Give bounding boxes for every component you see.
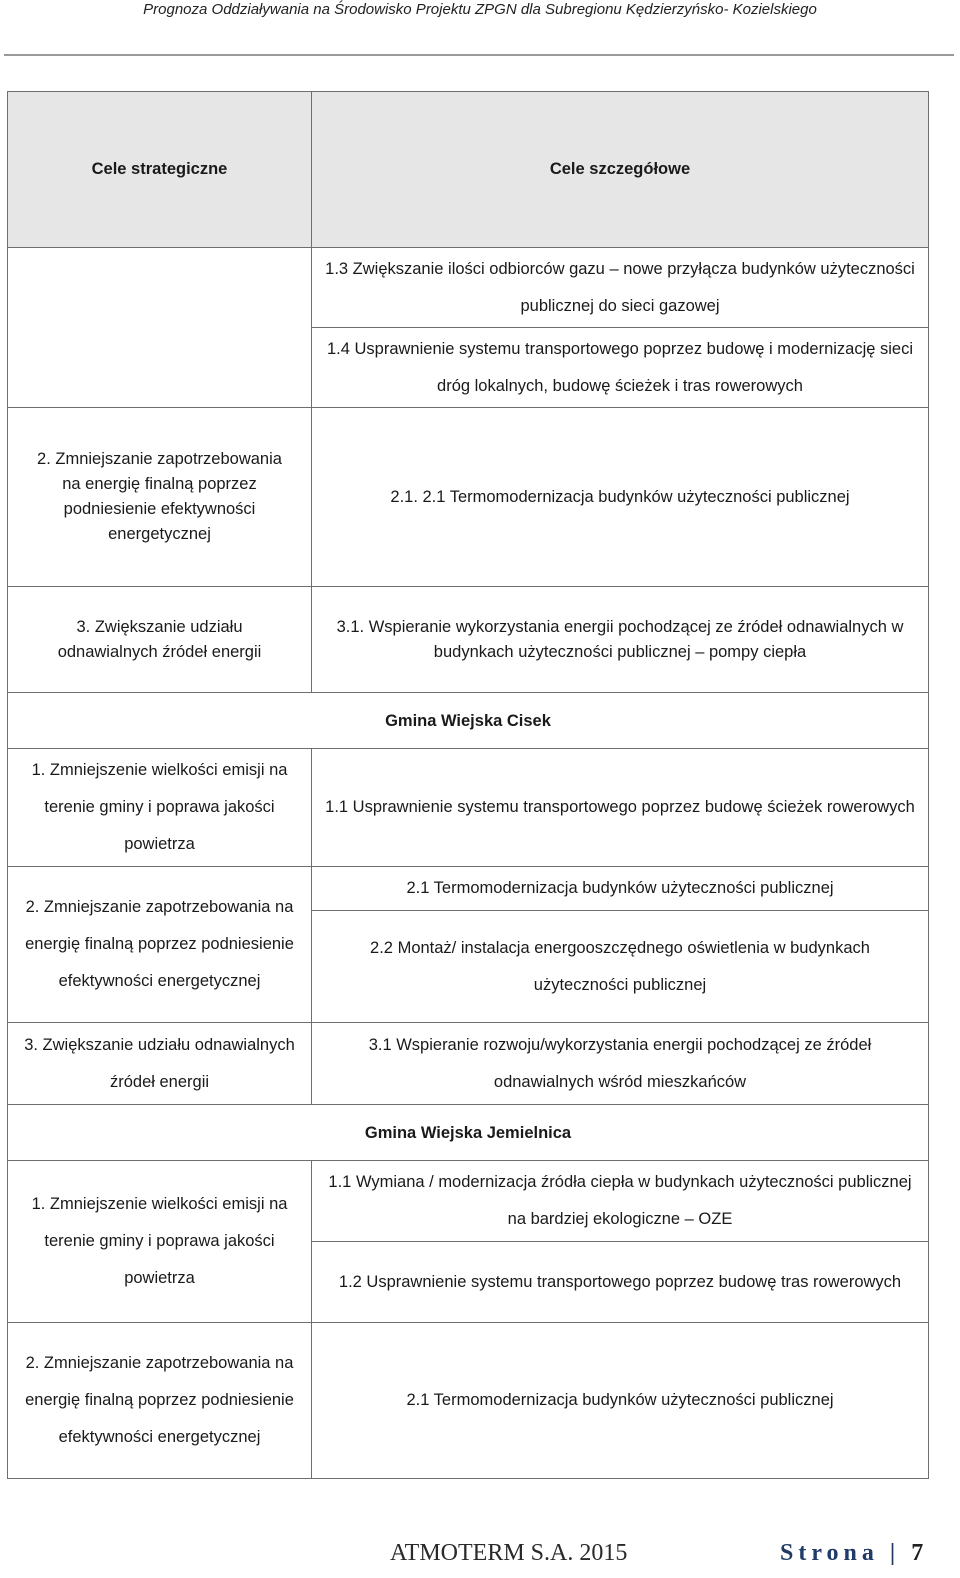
section-title-jemielnica: Gmina Wiejska Jemielnica	[8, 1105, 929, 1161]
detailed-goal-1-3: 1.3 Zwiększanie ilości odbiorców gazu – nowe przyłącza budynków użyteczności publicznej do sieci gazowej	[312, 248, 929, 328]
cisek-strategic-goal-3: 3. Zwiększanie udziału odnawialnych źródeł energii	[8, 1023, 312, 1105]
strategic-goal-3: 3. Zwiększanie udziału odnawialnych źródeł energii	[8, 587, 312, 693]
table-row	[8, 749, 929, 867]
col-header-strategic: Cele strategiczne	[8, 92, 312, 248]
cisek-detailed-goal-3-1: 3.1 Wspieranie rozwoju/wykorzystania energii pochodzącej ze źródeł odnawialnych wśród mieszkańców	[312, 1023, 929, 1105]
table-row	[8, 587, 929, 693]
table-row	[8, 1323, 929, 1479]
jemielnica-strategic-goal-2: 2. Zmniejszanie zapotrzebowania na energię finalną poprzez podniesienie efektywności energetycznej	[8, 1323, 312, 1479]
cisek-strategic-goal-1: 1. Zmniejszenie wielkości emisji na terenie gminy i poprawa jakości powietrza	[8, 749, 312, 867]
section-title-cisek: Gmina Wiejska Cisek	[8, 693, 929, 749]
col-header-detailed: Cele szczegółowe	[312, 92, 929, 248]
table-row	[8, 1161, 929, 1242]
header-divider	[4, 54, 954, 56]
table-header-row	[8, 92, 929, 248]
jemielnica-detailed-goal-1-2: 1.2 Usprawnienie systemu transportowego poprzez budowę tras rowerowych	[312, 1242, 929, 1323]
table-row	[8, 408, 929, 587]
strategic-cell-empty	[8, 248, 312, 408]
footer-page: Strona | 7	[780, 1540, 924, 1566]
detailed-goal-2-1: 2.1. 2.1 Termomodernizacja budynków użyteczności publicznej	[312, 408, 929, 587]
goals-table	[7, 91, 929, 1479]
cisek-detailed-goal-2-2: 2.2 Montaż/ instalacja energooszczędnego oświetlenia w budynkach użyteczności publicznej	[312, 911, 929, 1023]
cisek-detailed-goal-1-1: 1.1 Usprawnienie systemu transportowego poprzez budowę ścieżek rowerowych	[312, 749, 929, 867]
section-row-jemielnica	[8, 1105, 929, 1161]
cisek-strategic-goal-2: 2. Zmniejszanie zapotrzebowania na energię finalną poprzez podniesienie efektywności energetycznej	[8, 867, 312, 1023]
jemielnica-detailed-goal-1-1: 1.1 Wymiana / modernizacja źródła ciepła w budynkach użyteczności publicznej na bardziej ekologiczne – OZE	[312, 1161, 929, 1242]
footer-page-label: Strona	[780, 1540, 879, 1566]
table-row	[8, 1023, 929, 1105]
jemielnica-detailed-goal-2-1: 2.1 Termomodernizacja budynków użyteczności publicznej	[312, 1323, 929, 1479]
cisek-detailed-goal-2-1: 2.1 Termomodernizacja budynków użyteczności publicznej	[312, 867, 929, 911]
page-header: Prognoza Oddziaływania na Środowisko Projektu ZPGN dla Subregionu Kędzierzyńsko- Kozielskiego	[143, 1, 817, 18]
table-row	[8, 248, 929, 328]
strategic-goal-2: 2. Zmniejszanie zapotrzebowania na energię finalną poprzez podniesienie efektywności energetycznej	[8, 408, 312, 587]
detailed-goal-1-4: 1.4 Usprawnienie systemu transportowego poprzez budowę i modernizację sieci dróg lokalnych, budowę ścieżek i tras rowerowych	[312, 328, 929, 408]
jemielnica-strategic-goal-1: 1. Zmniejszenie wielkości emisji na terenie gminy i poprawa jakości powietrza	[8, 1161, 312, 1323]
footer-page-number: 7	[911, 1540, 924, 1566]
table-row	[8, 867, 929, 911]
footer-company: ATMOTERM S.A. 2015	[390, 1540, 628, 1566]
section-row-cisek	[8, 693, 929, 749]
detailed-goal-3-1: 3.1. Wspieranie wykorzystania energii pochodzącej ze źródeł odnawialnych w budynkach użyteczności publicznej – pompy ciepła	[312, 587, 929, 693]
